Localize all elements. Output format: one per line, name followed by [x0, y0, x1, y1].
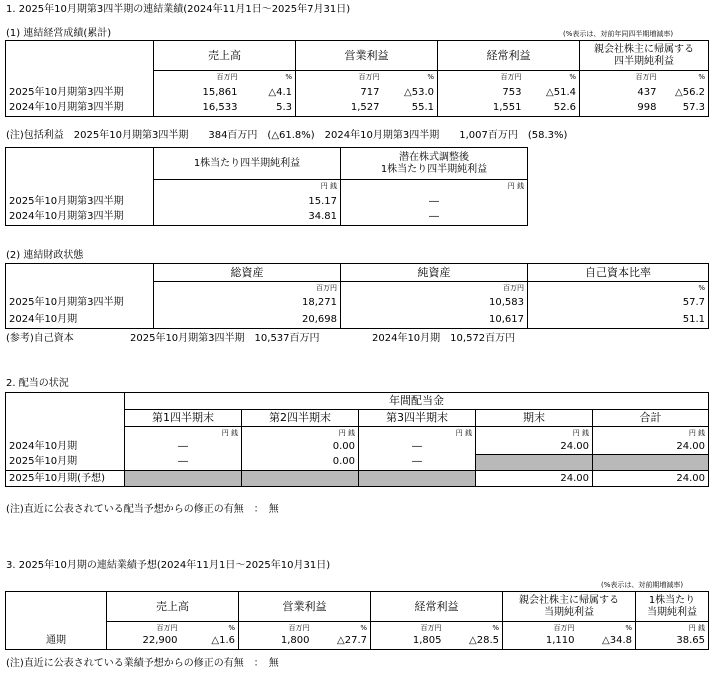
header-eps — [636, 592, 709, 622]
operating-results-table — [5, 40, 709, 117]
header-ordinary-income: 経常利益 — [438, 41, 580, 71]
unit-cell: % — [313, 622, 371, 634]
header-blank — [6, 148, 154, 180]
unit-cell: 百万円 — [341, 282, 528, 295]
row-label: 2025年10月期(予想) — [6, 471, 125, 487]
value-cell: ― — [359, 440, 476, 455]
unit-cell: % — [528, 282, 709, 295]
header-diluted-line1: 潜在株式調整後 — [399, 151, 469, 163]
header-eps-line1: 1株当たり — [648, 594, 696, 606]
equity-ref-current: 2025年10月期第3四半期 10,537百万円 — [130, 333, 320, 344]
header-net-income — [580, 41, 709, 71]
value-cell: 10,583 — [341, 295, 528, 312]
value-cell: 15.17 — [154, 194, 341, 210]
row-label: 2025年10月期 — [6, 455, 125, 471]
row-label: 2024年10月期第3四半期 — [6, 210, 154, 226]
dividend-revision-note: (注)直近に公表されている配当予想からの修正の有無 ： 無 — [6, 504, 279, 515]
unit-cell: 円 銭 — [359, 427, 476, 440]
header-annual-dividend: 年間配当金 — [125, 393, 709, 410]
header-blank — [6, 264, 154, 282]
unit-cell: % — [445, 622, 503, 634]
header-blank — [6, 410, 125, 427]
unit-cell: 百万円 — [438, 71, 525, 85]
header-operating-income: 営業利益 — [296, 41, 438, 71]
header-net-assets: 純資産 — [341, 264, 528, 282]
header-year-end: 期末 — [476, 410, 593, 427]
unit-cell: 百万円 — [296, 71, 383, 85]
header-net-income-line1: 親会社株主に帰属する — [594, 43, 694, 55]
header-operating-income: 営業利益 — [239, 592, 371, 622]
unit-cell: 百万円 — [154, 282, 341, 295]
value-cell: △4.1 — [241, 85, 296, 101]
value-cell: 1,805 — [371, 634, 445, 650]
equity-ref-label: (参考)自己資本 — [6, 333, 74, 344]
value-cell: △28.5 — [445, 634, 503, 650]
header-eps-line2: 当期純利益 — [647, 606, 697, 618]
unit-cell: 百万円 — [107, 622, 181, 634]
value-cell: ― — [125, 440, 242, 455]
header-equity-ratio: 自己資本比率 — [528, 264, 709, 282]
unit-blank — [6, 71, 154, 85]
header-net-income-line2: 四半期純利益 — [614, 55, 674, 67]
value-cell: ― — [341, 194, 528, 210]
unit-blank — [6, 622, 107, 634]
value-cell: 15,861 — [154, 85, 241, 101]
unit-blank — [6, 427, 125, 440]
value-cell: △51.4 — [525, 85, 580, 101]
header-net-income-line2: 当期純利益 — [544, 606, 594, 618]
section3-title: 3. 2025年10月期の連結業績予想(2024年11月1日～2025年10月31日) — [6, 560, 331, 571]
unit-cell: % — [578, 622, 636, 634]
table-row — [6, 471, 709, 487]
value-cell: 998 — [580, 101, 660, 117]
unit-cell: 円 銭 — [154, 180, 341, 194]
table-row — [6, 440, 709, 455]
table-row — [6, 455, 709, 471]
row-label: 2025年10月期第3四半期 — [6, 85, 154, 101]
section2-title: 2. 配当の状況 — [6, 378, 69, 389]
shaded-cell — [593, 455, 709, 471]
section1-title: 1. 2025年10月期第3四半期の連結業績(2024年11月1日～2025年7月31日) — [6, 4, 351, 15]
header-total-assets: 総資産 — [154, 264, 341, 282]
header-diluted-line2: 1株当たり四半期純利益 — [380, 163, 488, 175]
value-cell: 1,800 — [239, 634, 313, 650]
row-label: 2024年10月期 — [6, 440, 125, 455]
value-cell: 1,551 — [438, 101, 525, 117]
row-label: 2024年10月期 — [6, 312, 154, 329]
financial-position-subtitle: (2) 連結財政状態 — [6, 250, 84, 261]
unit-cell: 円 銭 — [593, 427, 709, 440]
value-cell: 57.3 — [660, 101, 709, 117]
row-label: 2025年10月期第3四半期 — [6, 295, 154, 312]
value-cell: 10,617 — [341, 312, 528, 329]
value-cell: 24.00 — [593, 471, 709, 487]
unit-cell: % — [181, 622, 239, 634]
unit-cell: 百万円 — [371, 622, 445, 634]
unit-cell: 百万円 — [239, 622, 313, 634]
value-cell: 24.00 — [593, 440, 709, 455]
shaded-cell — [242, 471, 359, 487]
value-cell: △27.7 — [313, 634, 371, 650]
value-cell: 38.65 — [636, 634, 709, 650]
header-q1: 第1四半期末 — [125, 410, 242, 427]
table-row — [6, 295, 709, 312]
value-cell: 437 — [580, 85, 660, 101]
pct-note: (%表示は、対前年同四半期増減率) — [563, 30, 674, 38]
unit-blank — [6, 282, 154, 295]
unit-blank — [6, 180, 154, 194]
header-sales: 売上高 — [107, 592, 239, 622]
value-cell: 717 — [296, 85, 383, 101]
consolidated-results-subtitle: (1) 連結経営成績(累計) — [6, 28, 112, 39]
value-cell: 0.00 — [242, 455, 359, 471]
header-sales: 売上高 — [154, 41, 296, 71]
value-cell: 20,698 — [154, 312, 341, 329]
value-cell: △53.0 — [383, 85, 438, 101]
header-q2: 第2四半期末 — [242, 410, 359, 427]
value-cell: 55.1 — [383, 101, 438, 117]
unit-cell: 円 銭 — [341, 180, 528, 194]
unit-cell: % — [660, 71, 709, 85]
unit-cell: 百万円 — [580, 71, 660, 85]
value-cell: ― — [341, 210, 528, 226]
value-cell: 22,900 — [107, 634, 181, 650]
table-row — [6, 194, 528, 210]
value-cell: 34.81 — [154, 210, 341, 226]
unit-cell: 百万円 — [154, 71, 241, 85]
table-row — [6, 101, 709, 117]
shaded-cell — [359, 471, 476, 487]
financial-position-table — [5, 263, 709, 329]
value-cell: 51.1 — [528, 312, 709, 329]
value-cell: ― — [125, 455, 242, 471]
value-cell: 18,271 — [154, 295, 341, 312]
value-cell: ― — [359, 455, 476, 471]
header-ordinary-income: 経常利益 — [371, 592, 503, 622]
forecast-revision-note: (注)直近に公表されている業績予想からの修正の有無 ： 無 — [6, 658, 279, 669]
value-cell: 16,533 — [154, 101, 241, 117]
unit-cell: 円 銭 — [242, 427, 359, 440]
comprehensive-income-note: (注)包括利益 2025年10月期第3四半期 384百万円 (△61.8%) 2024年10月期第3四半期 1,007百万円 (58.3%) — [6, 130, 568, 141]
header-total: 合計 — [593, 410, 709, 427]
table-row — [6, 634, 709, 650]
header-net-income-line1: 親会社株主に帰属する — [519, 594, 619, 606]
row-label: 通期 — [6, 634, 107, 650]
value-cell: 753 — [438, 85, 525, 101]
row-label: 2024年10月期第3四半期 — [6, 101, 154, 117]
value-cell: △1.6 — [181, 634, 239, 650]
value-cell: △34.8 — [578, 634, 636, 650]
value-cell: 57.7 — [528, 295, 709, 312]
dividend-table — [5, 392, 709, 487]
table-row — [6, 210, 528, 226]
header-net-income — [503, 592, 636, 622]
unit-cell: 百万円 — [503, 622, 578, 634]
value-cell: 0.00 — [242, 440, 359, 455]
header-blank — [6, 393, 125, 410]
value-cell: 1,527 — [296, 101, 383, 117]
pct-note-forecast: (%表示は、対前期増減率) — [601, 581, 684, 589]
shaded-cell — [125, 471, 242, 487]
header-diluted-eps — [341, 148, 528, 180]
unit-cell: 円 銭 — [636, 622, 709, 634]
value-cell: 24.00 — [476, 440, 593, 455]
value-cell: 5.3 — [241, 101, 296, 117]
unit-cell: 円 銭 — [476, 427, 593, 440]
table-row — [6, 312, 709, 329]
row-label: 2025年10月期第3四半期 — [6, 194, 154, 210]
header-q3: 第3四半期末 — [359, 410, 476, 427]
shaded-cell — [476, 455, 593, 471]
unit-cell: % — [525, 71, 580, 85]
value-cell: 1,110 — [503, 634, 578, 650]
table-row — [6, 85, 709, 101]
header-blank — [6, 592, 107, 622]
eps-table — [5, 147, 528, 226]
value-cell: 24.00 — [476, 471, 593, 487]
equity-ref-prior: 2024年10月期 10,572百万円 — [372, 333, 516, 344]
unit-cell: % — [383, 71, 438, 85]
value-cell: △56.2 — [660, 85, 709, 101]
unit-cell: % — [241, 71, 296, 85]
unit-cell: 円 銭 — [125, 427, 242, 440]
header-blank — [6, 41, 154, 71]
forecast-table — [5, 591, 709, 650]
value-cell: 52.6 — [525, 101, 580, 117]
header-eps: 1株当たり四半期純利益 — [154, 148, 341, 180]
